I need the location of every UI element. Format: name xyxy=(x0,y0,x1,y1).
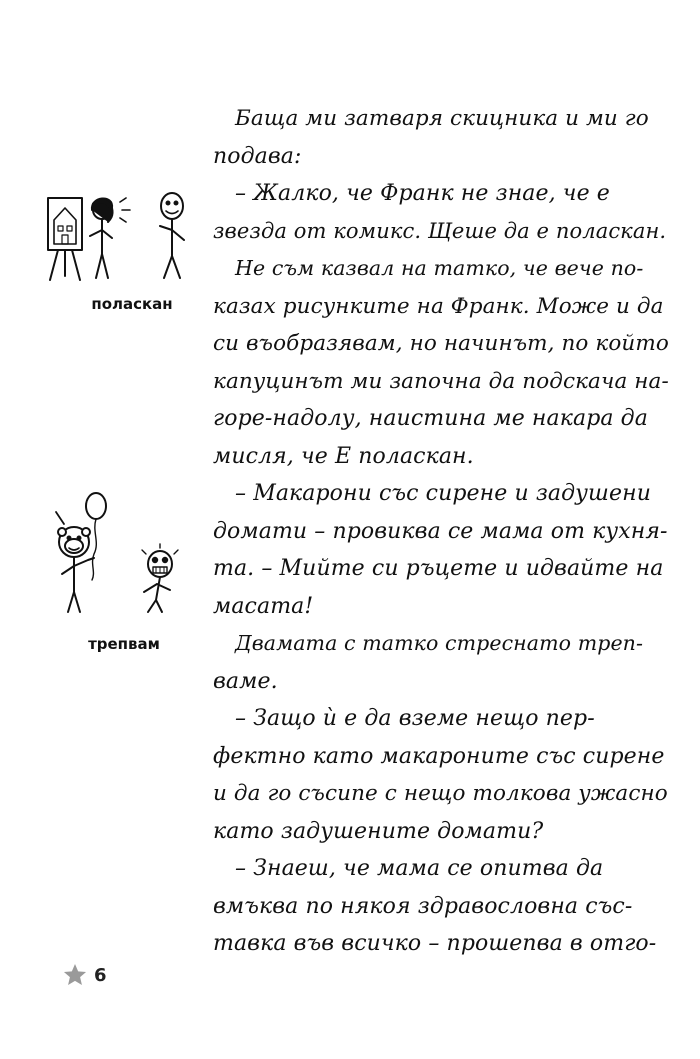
text-line: та. – Мийте си ръцете и идвайте на xyxy=(213,556,664,581)
text-line: звезда от комикс. Щеше да е поласкан. xyxy=(213,218,667,243)
paragraph xyxy=(213,100,673,175)
text-line: и да го съсипе с нещо толкова ужасно xyxy=(213,781,668,806)
text-line: – Макарони със сирене и задушени xyxy=(235,481,651,506)
text-line: домати – провиква се мама от кухня- xyxy=(213,518,668,544)
text-line: капуцинът ми започна да подскача на- xyxy=(213,368,669,394)
text-line: Не съм казвал на татко, че вече по- xyxy=(235,256,644,280)
text-line: масата! xyxy=(213,593,314,619)
page-number: 6 xyxy=(94,964,107,986)
paragraph xyxy=(213,625,673,700)
text-line: – Защо ѝ е да вземе нещо пер- xyxy=(235,706,595,731)
page-footer xyxy=(62,962,107,988)
caption-startled: трепвам xyxy=(88,635,160,653)
illustration-startled xyxy=(38,488,208,618)
paragraph xyxy=(213,850,673,963)
text-line: подава: xyxy=(213,143,302,169)
flattered-doodle-icon xyxy=(40,180,210,290)
text-line: – Знаеш, че мама се опитва да xyxy=(235,856,604,881)
text-line: като задушените домати? xyxy=(213,818,544,844)
text-line: си въобразявам, но начинът, по който xyxy=(213,331,669,356)
text-line: вмъква по някоя здравословна със- xyxy=(213,893,633,919)
text-line: казах рисунките на Франк. Може и да xyxy=(213,293,664,319)
text-line: Двамата с татко стреснато треп- xyxy=(235,631,644,655)
paragraph xyxy=(213,250,673,475)
paragraph xyxy=(213,700,673,850)
text-line: тавка във всичко – прошепва в отго- xyxy=(213,931,657,956)
text-line: – Жалко, че Франк не знае, че е xyxy=(235,181,610,206)
text-line: мисля, че Е поласкан. xyxy=(213,443,474,469)
startled-doodle-icon xyxy=(38,488,208,618)
caption-flattered: поласкан xyxy=(91,295,173,313)
text-line: ваме. xyxy=(213,668,278,694)
text-line: Баща ми затваря скицника и ми го xyxy=(235,106,649,131)
paragraph xyxy=(213,475,673,625)
paragraph xyxy=(213,175,673,250)
text-line: горе-надолу, наистина ме накара да xyxy=(213,406,648,431)
body-text xyxy=(213,100,673,963)
text-line: фектно като макароните със сирене xyxy=(213,743,665,769)
star-icon xyxy=(62,962,88,988)
illustration-flattered xyxy=(40,180,210,290)
